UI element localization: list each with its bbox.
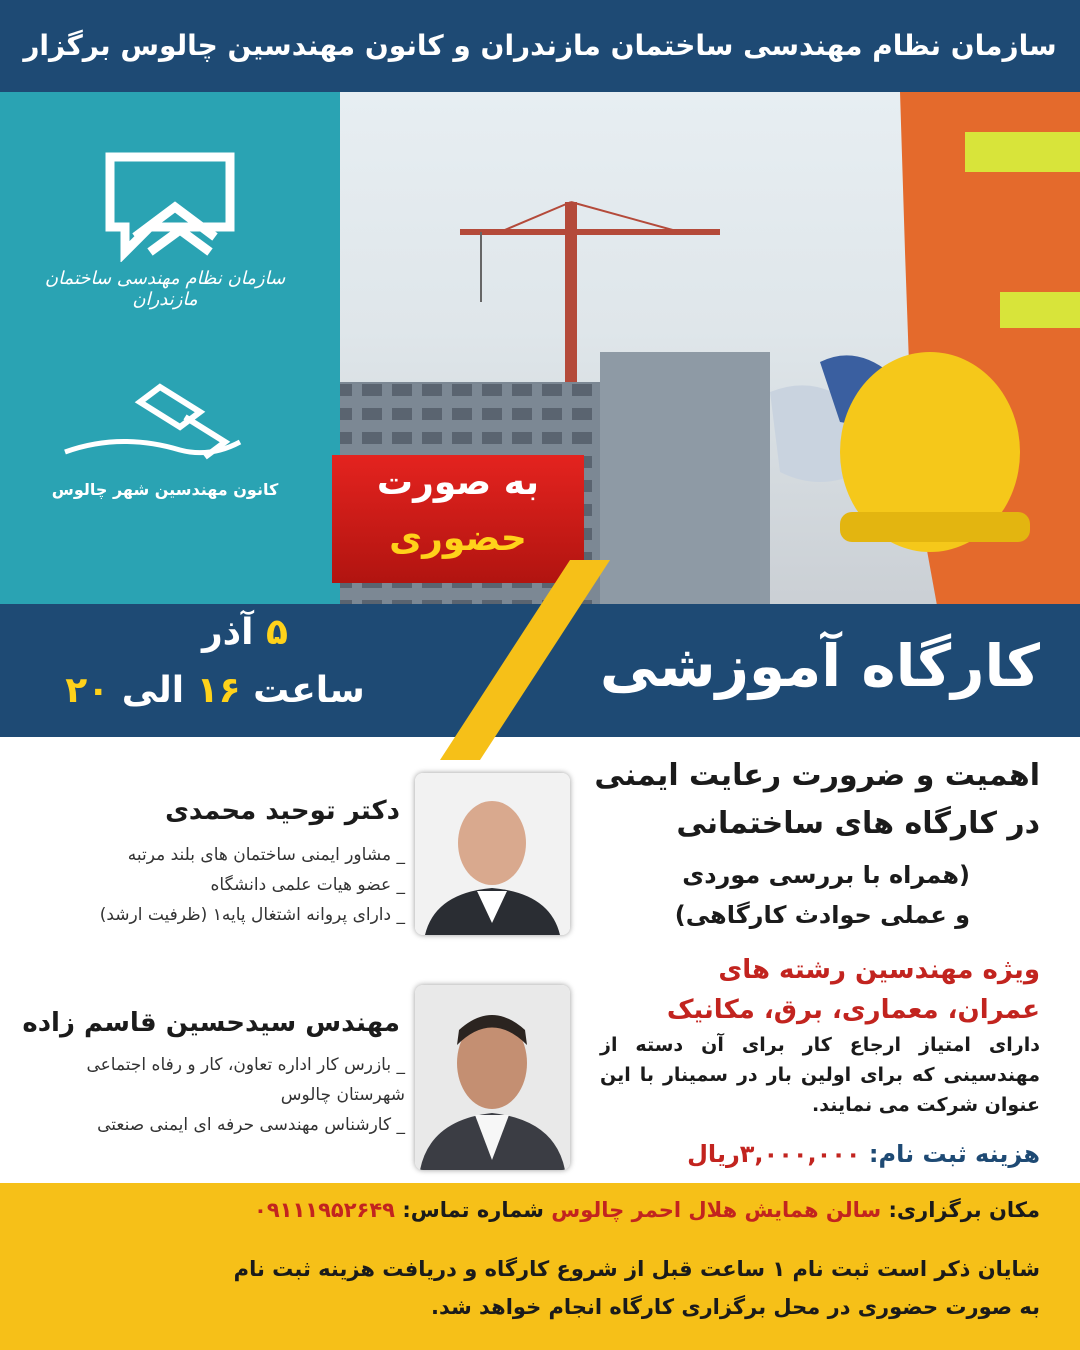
org-logo-caption: سازمان نظام مهندسی ساختمان مازندران — [44, 268, 286, 310]
speaker-1-credentials — [10, 840, 405, 930]
phone-label: شماره تماس: — [402, 1198, 544, 1222]
credential-item: _ دارای پروانه اشتغال پایه۱ (ظرفیت ارشد) — [99, 905, 405, 925]
credential-item: _ مشاور ایمنی ساختمان های بلند مرتبه — [127, 845, 405, 865]
note-line-1: شایان ذکر است ثبت نام ۱ ساعت قبل از شروع کارگاه و دریافت هزینه ثبت نام — [233, 1257, 1040, 1281]
chalus-engineers-logo — [60, 372, 250, 472]
time-separator: الی — [121, 670, 185, 711]
credential-item: _ کارشناس مهندسی حرفه ای ایمنی صنعتی — [97, 1115, 405, 1135]
speaker-2-name: مهندس سیدحسین قاسم زاده — [22, 1008, 400, 1038]
chalus-logo-caption: کانون مهندسین شهر چالوس — [51, 480, 279, 499]
logo-panel — [0, 92, 340, 622]
badge-line-1: به صورت — [376, 462, 540, 503]
speaker-2-photo — [415, 985, 570, 1170]
workshop-title: کارگاه آموزشی — [599, 632, 1040, 700]
speaker-portrait-icon — [415, 773, 570, 935]
speaker-1-photo — [415, 773, 570, 935]
header-title: سازمان نظام مهندسی ساختمان مازندران و کانون مهندسین چالوس برگزار — [23, 29, 1057, 62]
date-day: ۵ — [266, 612, 289, 653]
topic-title — [570, 752, 1040, 848]
speaker-1-name: دکتر توحید محمدی — [165, 796, 400, 826]
audience-line-2: عمران، معماری، برق، مکانیک — [666, 995, 1040, 1025]
event-date — [100, 612, 390, 653]
time-start: ۱۶ — [196, 670, 241, 711]
venue-name: سالن همایش هلال احمر چالوس — [551, 1198, 882, 1222]
topic-sub-line-1: (همراه با بررسی موردی — [682, 861, 970, 889]
audience-line-1: ویژه مهندسین رشته های — [718, 955, 1040, 985]
phone-number[interactable]: ۰۹۱۱۱۹۵۲۶۴۹ — [254, 1198, 395, 1222]
fee-label: هزینه ثبت نام: — [868, 1140, 1040, 1168]
credential-item: _ بازرس کار اداره تعاون، کار و رفاه اجتماعی — [86, 1055, 405, 1075]
time-end: ۲۰ — [65, 670, 110, 711]
speaker-2-credentials — [10, 1050, 405, 1140]
credential-item: شهرستان چالوس — [280, 1085, 405, 1105]
venue-contact-line — [40, 1198, 1040, 1222]
event-time — [40, 670, 390, 711]
speaker-portrait-icon — [415, 985, 570, 1170]
date-month: آذر — [201, 612, 254, 653]
privilege-note: دارای امتیاز ارجاع کار برای آن دسته از مهندسینی که برای اولین بار در سمینار با این عنوان شرکت می نمایند. — [600, 1034, 1040, 1116]
note-line-2: به صورت حضوری در محل برگزاری کارگاه انجام خواهد شد. — [430, 1295, 1040, 1319]
topic-line-1: اهمیت و ضرورت رعایت ایمنی — [594, 758, 1040, 793]
credential-item: _ عضو هیات علمی دانشگاه — [210, 875, 405, 895]
venue-label: مکان برگزاری: — [888, 1198, 1040, 1222]
registration-fee — [580, 1140, 1040, 1168]
target-audience — [570, 950, 1040, 1030]
fee-amount: ۳,۰۰۰,۰۰۰ریال — [687, 1140, 861, 1168]
topic-subtitle — [600, 855, 970, 935]
topic-sub-line-2: و عملی حوادث کارگاهی) — [674, 901, 970, 929]
time-prefix: ساعت — [253, 670, 365, 711]
badge-line-2: حضوری — [389, 518, 527, 559]
registration-note — [40, 1250, 1040, 1326]
topic-line-2: در کارگاه های ساختمانی — [676, 806, 1040, 841]
engineering-org-logo — [105, 152, 235, 262]
